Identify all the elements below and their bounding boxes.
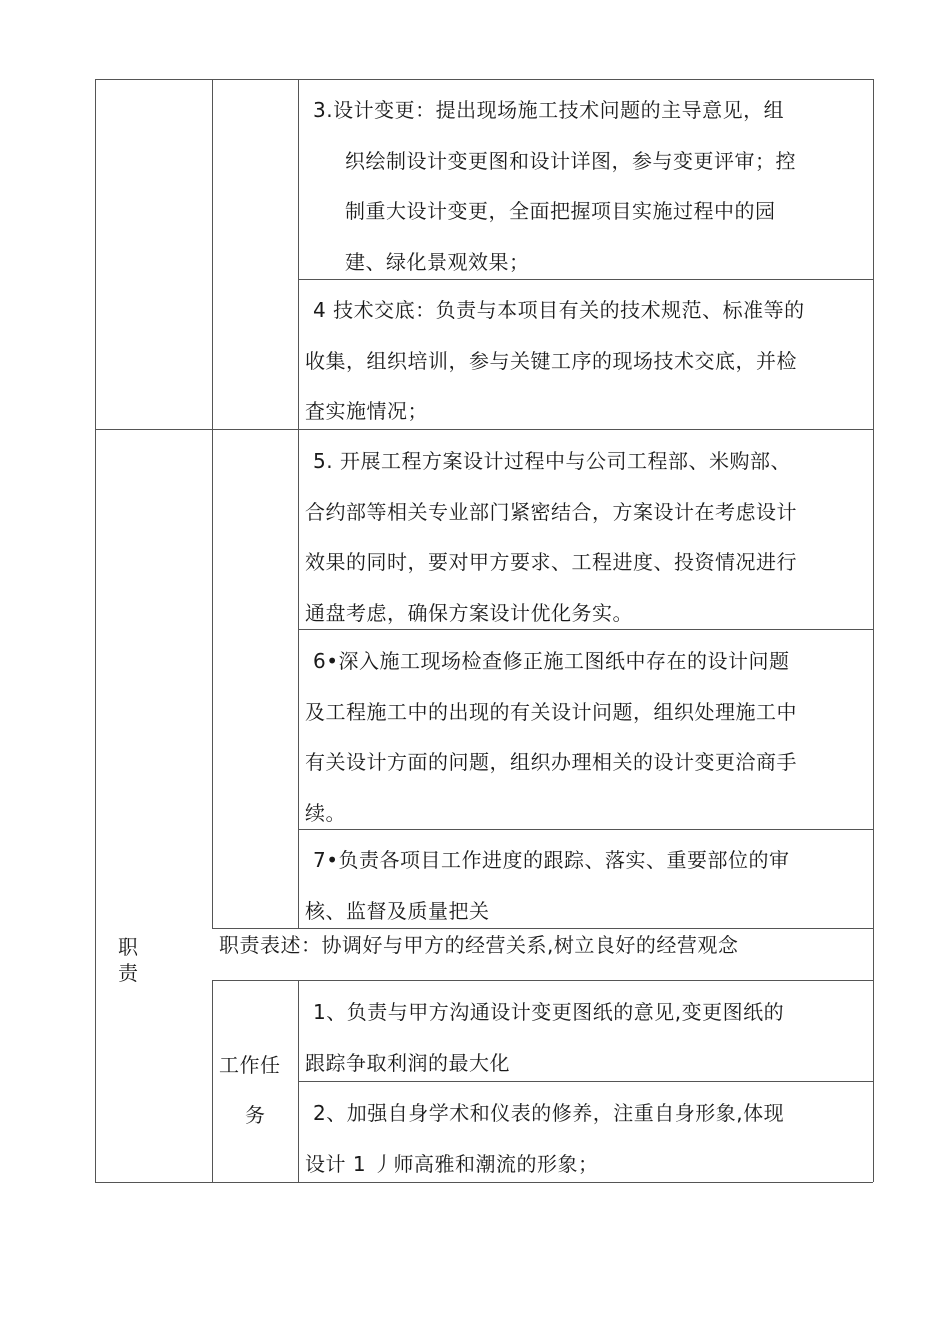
duty-statement (219, 932, 738, 958)
text-line: 务 (245, 1103, 266, 1127)
duty-item-7 (305, 835, 790, 936)
text-line: 设计 1 丿师高雅和潮流的形象； (305, 1151, 599, 1176)
text-line: 续。 (305, 800, 346, 825)
text-line: 织绘制设计变更图和设计详图，参与变更评审；控 (345, 148, 796, 173)
text-line: 跟踪争取利润的最大化 (305, 1050, 510, 1075)
task-item-2 (305, 1088, 784, 1189)
text-line: 效果的同时，要对甲方要求、工程进度、投资情况进行 (305, 550, 797, 574)
duty-item-6 (305, 636, 797, 838)
text-line: 制重大设计变更，全面把握项目实施过程中的园 (345, 199, 776, 223)
text-line: 职 (118, 935, 139, 959)
text-line: 6•深入施工现场检查修正施工图纸中存在的设计问题 (313, 649, 790, 673)
duty-item-4 (305, 285, 805, 437)
text-line: 4 技术交底：负责与本项目有关的技术规范、标准等的 (313, 298, 805, 322)
table-border-top (95, 79, 873, 80)
table-border-right (873, 79, 874, 1182)
section-label-duties (118, 934, 139, 986)
text-line: 责 (118, 961, 139, 985)
text-line: 通盘考虑，确保方案设计优化务实。 (305, 600, 633, 625)
text-line: 査实施情况； (305, 399, 428, 423)
text-line: 有关设计方面的问题，组织办理相关的设计变更洽商手 (305, 750, 797, 774)
text-line: 及工程施工中的出现的有关设计问题，组织处理施工中 (305, 699, 797, 724)
task-item-1 (305, 987, 784, 1088)
row-divider (212, 980, 873, 981)
text-line: 职责表述：协调好与甲方的经营关系,树立良好的经营观念 (219, 933, 739, 957)
text-line: 核、监督及质量把关 (305, 898, 490, 923)
task-label (219, 1040, 281, 1140)
text-line: 收集，组织培训，参与关键工序的现场技术交底，并检 (305, 348, 797, 373)
duty-item-5 (305, 436, 797, 638)
duty-item-3 (305, 85, 796, 287)
column-divider-1-upper (212, 79, 213, 928)
text-line: 5. 开展工程方案设计过程中与公司工程部、米购部、 (313, 449, 791, 473)
text-line: 建、绿化景观效果； (345, 249, 530, 274)
table-border-left (95, 79, 96, 1182)
text-line: 1、负责与甲方沟通设计变更图纸的意见,变更图纸的 (313, 1000, 785, 1024)
text-line: 工作任 (219, 1053, 281, 1077)
text-line: 3.设计变更：提出现场施工技术问题的主导意见，组 (313, 98, 785, 122)
text-line: 7•负责各项目工作进度的跟踪、落实、重要部位的审 (313, 848, 790, 872)
text-line: 合约部等相关专业部门紧密结合，方案设计在考虑设计 (305, 499, 797, 524)
text-line: 2、加强自身学术和仪表的修养，注重自身形象,体现 (313, 1101, 785, 1125)
column-divider-1-lower (212, 980, 213, 1182)
column-divider-2-upper (298, 79, 299, 928)
